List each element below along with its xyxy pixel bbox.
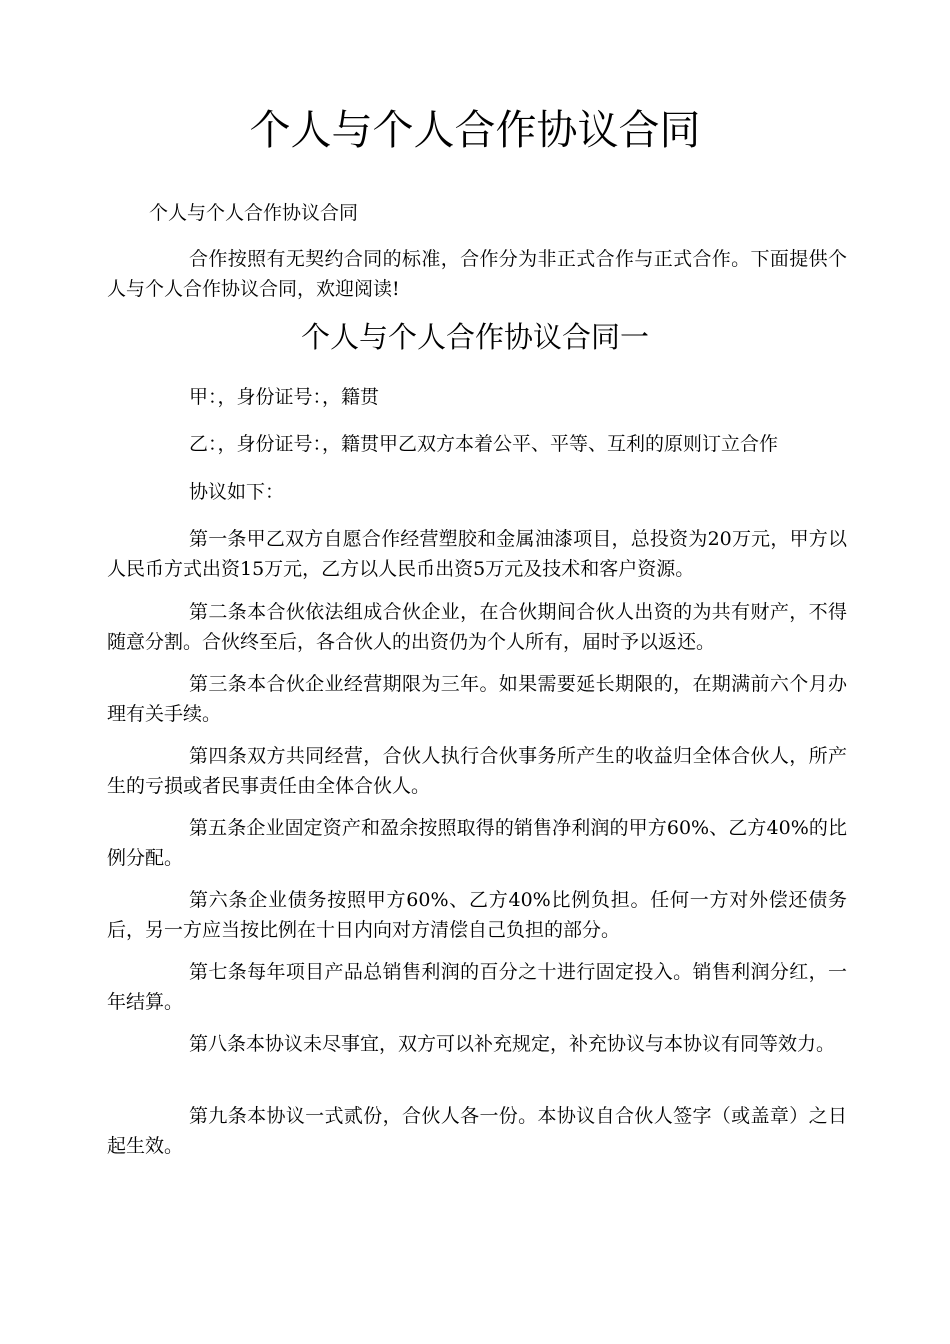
- article-7: 第七条每年项目产品总销售利润的百分之十进行固定投入。销售利润分红，一年结算。: [107, 961, 847, 1013]
- agreement-lead: 协议如下：: [189, 481, 285, 503]
- article-1: 第一条甲乙双方自愿合作经营塑胶和金属油漆项目，总投资为20万元，甲方以人民币方式出资15万元，乙方以人民币出资5万元及技术和客户资源。: [107, 528, 847, 580]
- document-subheading: 个人与个人合作协议合同: [149, 202, 359, 224]
- document-title: 个人与个人合作协议合同: [249, 106, 701, 154]
- article-4: 第四条双方共同经营，合伙人执行合伙事务所产生的收益归全体合伙人，所产生的亏损或者民事责任由全体合伙人。: [107, 745, 847, 797]
- article-9: 第九条本协议一式贰份，合伙人各一份。本协议自合伙人签字（或盖章）之日起生效。: [107, 1105, 847, 1157]
- section-title: 个人与个人合作协议合同一: [300, 320, 649, 354]
- article-8: 第八条本协议未尽事宜，双方可以补充规定，补充协议与本协议有同等效力。: [189, 1033, 836, 1055]
- party-a-line: 甲：，身份证号：，籍贯: [189, 386, 380, 408]
- party-b-line: 乙：，身份证号：，籍贯甲乙双方本着公平、平等、互利的原则订立合作: [189, 433, 779, 455]
- article-3: 第三条本合伙企业经营期限为三年。如果需要延长期限的，在期满前六个月办理有关手续。: [107, 673, 847, 725]
- article-5: 第五条企业固定资产和盈余按照取得的销售净利润的甲方60%、乙方40%的比例分配。: [107, 817, 847, 869]
- intro-paragraph: 合作按照有无契约合同的标准，合作分为非正式合作与正式合作。下面提供个人与个人合作协议合同，欢迎阅读!: [107, 248, 847, 300]
- article-2: 第二条本合伙依法组成合伙企业，在合伙期间合伙人出资的为共有财产，不得随意分割。合伙终至后，各合伙人的出资仍为个人所有，届时予以返还。: [107, 601, 847, 653]
- article-6: 第六条企业债务按照甲方60%、乙方40%比例负担。任何一方对外偿还债务后，另一方应当按比例在十日内向对方清偿自己负担的部分。: [107, 889, 847, 941]
